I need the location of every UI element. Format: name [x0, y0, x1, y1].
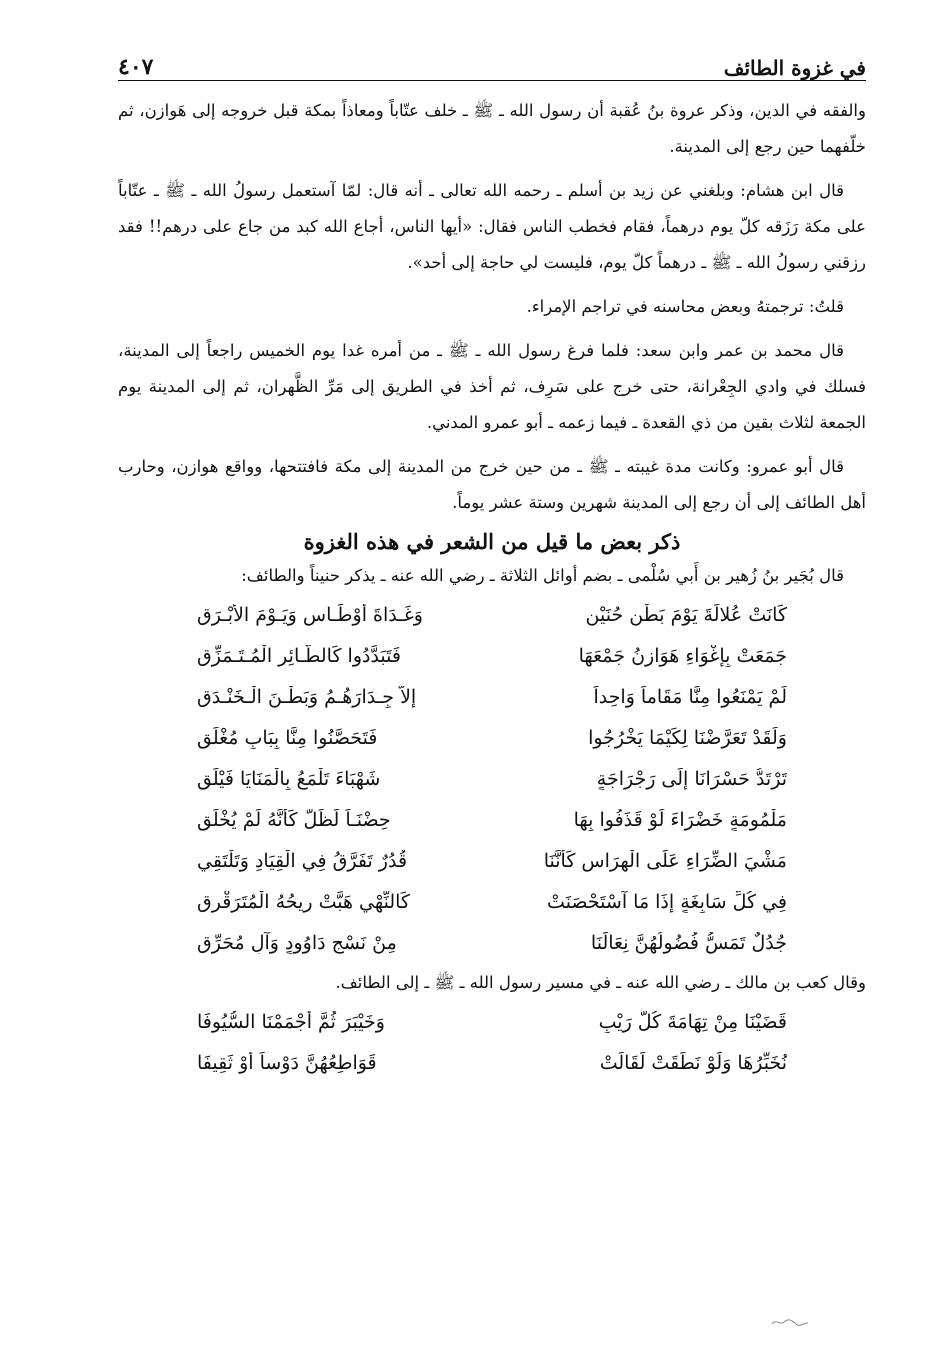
- verse-first-hemistich: وَلَقَدْ تَعَرَّضْنَا لِكَيْمَا يَخْرُجُوا: [588, 726, 787, 749]
- poem2: [197, 1001, 787, 1083]
- verse-second-hemistich: حِضْنَـاً لَظَلَّ كَأَنَّهُ لَمْ يُخْلَقِ: [197, 808, 391, 831]
- verse: [197, 922, 787, 963]
- verse-first-hemistich: نُخَبِّرُهَا وَلَوْ نَطَقَتْ لَقَالَتْ: [599, 1051, 787, 1074]
- verse: [197, 594, 787, 635]
- section-title: ذكر بعض ما قيل من الشعر في هذه الغزوة: [303, 529, 681, 554]
- verse-first-hemistich: تَرْتَدُّ حَسْرَانَا إِلَى رَجْرَاجَةٍ: [596, 767, 787, 790]
- paragraph: قال محمد بن عمر وابن سعد: فلما فرغ رسول الله ـ ﷺ ـ من أمره غدا يوم الخميس راجعاً إلى المدينة، فسلك في وادي الجِعْرانة، حتى خرج على سَرِف، ثم أخذ في الطريق إلى مَرِّ الظَّهران، ثم إلى المدينة يوم الجمعة لثلاث بقين من ذي القعدة ـ فيما زعمه ـ أبو عمرو المدني.: [118, 341, 866, 432]
- verse: [197, 840, 787, 881]
- verse: [197, 1042, 787, 1083]
- running-title: في غزوة الطائف: [723, 56, 866, 80]
- verse-second-hemistich: كَالنِّهْيِ هَبَّتْ رِيحُهُ الْمُتَرَقْرِقِ: [197, 890, 410, 913]
- verse-first-hemistich: كَانَتْ عُلالَةَ يَوْمَ بَطْنِ حُنَيْنٍ: [585, 603, 787, 626]
- verse-first-hemistich: مَلْمُومَةٍ خَضْرَاءَ لَوْ قَذَفُوا بِهَا: [573, 808, 787, 831]
- verse-second-hemistich: فَتَبَدَّدُوا كَالطَّـائِرِ الْمُـتَـمَزِّقِ: [197, 644, 401, 667]
- verse-first-hemistich: مَشْيَ الضِّرَاءِ عَلَى الْهِرَاسِ كَأَنَّنَا: [543, 849, 787, 872]
- verse-second-hemistich: شَهْبَاءَ تَلْمَعُ بِالْمَنَايَا فَيْلَقِ: [197, 767, 381, 790]
- verse: [197, 1001, 787, 1042]
- verse-second-hemistich: قَوَاطِعُهُنَّ دَوْساً أَوْ ثَقِيفَا: [197, 1051, 377, 1074]
- paragraph: قال ابن هشام: وبلغني عن زيد بن أسلم ـ رحمه الله تعالى ـ أنه قال: لمّا آستعمل رسولُ الله ـ ﷺ ـ عتّاباً على مكة رَزَقه كلّ يوم درهماً، فقام فخطب الناس فقال: «أيها الناس، أجاع الله كبد من جاع على درهم!! فقد رزقني رسولُ الله ـ ﷺ ـ درهماً كلّ يوم، فليست لي حاجة إلى أحد».: [118, 181, 866, 272]
- pencil-mark: [770, 1316, 810, 1328]
- poem1-intro: قال بُجَير بنُ زُهير بن أَبي سُلْمى ـ بضم أوائل الثلاثة ـ رضي الله عنه ـ يذكر حنيناً والطائف:: [241, 566, 844, 585]
- verse: [197, 635, 787, 676]
- page-number: ٤٠٧: [118, 54, 154, 80]
- verse-second-hemistich: قُدُرٌ تَفَرَّقُ فِي الْقِيَادِ وَتَلْتَقِي: [197, 849, 408, 872]
- body-text: [118, 93, 866, 521]
- page-header: [118, 30, 866, 81]
- verse-second-hemistich: وَخَيْبَرَ ثُمَّ أَجْمَمْنَا السُّيُوفَا: [197, 1010, 385, 1033]
- verse-second-hemistich: وَغَـدَاةَ أَوْطَـاسٍ وَيَـوْمَ الأَبْـرَقِ: [197, 603, 423, 626]
- paragraph: قال أبو عمرو: وكانت مدة غيبته ـ ﷺ ـ من حين خرج من المدينة إلى مكة فافتتحها، وواقع هوازن، وحارب أهل الطائف إلى أن رجع إلى المدينة شهرين وستة عشر يوماً.: [118, 457, 866, 512]
- verse: [197, 717, 787, 758]
- poem1: [197, 594, 787, 963]
- verse-first-hemistich: لَمْ يَمْنَعُوا مِنَّا مَقَاماً وَاحِداً: [593, 685, 787, 708]
- verse-second-hemistich: مِنْ نَسْجِ دَاوُودٍ وَآلِ مُحَرِّقِ: [197, 931, 397, 954]
- verse-first-hemistich: قَضَيْنَا مِنْ تِهَامَةَ كُلَّ رَيْبٍ: [598, 1010, 787, 1033]
- verse-first-hemistich: جَمَعَتْ بِإِغْوَاءِ هَوَازِنُ جَمْعَهَا: [578, 644, 787, 667]
- verse: [197, 758, 787, 799]
- poem2-intro: وقال كعب بن مالك ـ رضي الله عنه ـ في مسير رسول الله ـ ﷺ ـ إلى الطائف.: [335, 973, 866, 992]
- verse-first-hemistich: فِي كُلِّ سَابِغَةٍ إِذَا مَا آسْتَحْصَنَتْ: [547, 890, 787, 913]
- verse: [197, 676, 787, 717]
- paragraph: والفقه في الدين، وذكر عروة بنُ عُقبة أن رسول الله ـ ﷺ ـ خلف عتّاباً ومعاذاً بمكة قبل خروجه إلى هَوازن، ثم خلّفهما حين رجع إلى المدينة.: [118, 101, 866, 156]
- paragraph: قلتُ: ترجمتهُ وبعض محاسنه في تراجم الإمراء.: [526, 297, 844, 316]
- book-page: [118, 30, 866, 1083]
- verse-second-hemistich: إلاَّ جِـدَارَهُـمُ وَبَطْـنَ الْـخَنْـدَقِ: [197, 685, 417, 708]
- verse-second-hemistich: فَتَحَصَّنُوا مِنَّا بِبَابٍ مُغْلَقِ: [197, 726, 378, 749]
- verse-first-hemistich: جُدُلٌ تَمَسُّ فُضُولُهُنَّ نِعَالَنَا: [590, 931, 787, 954]
- verse: [197, 799, 787, 840]
- verse: [197, 881, 787, 922]
